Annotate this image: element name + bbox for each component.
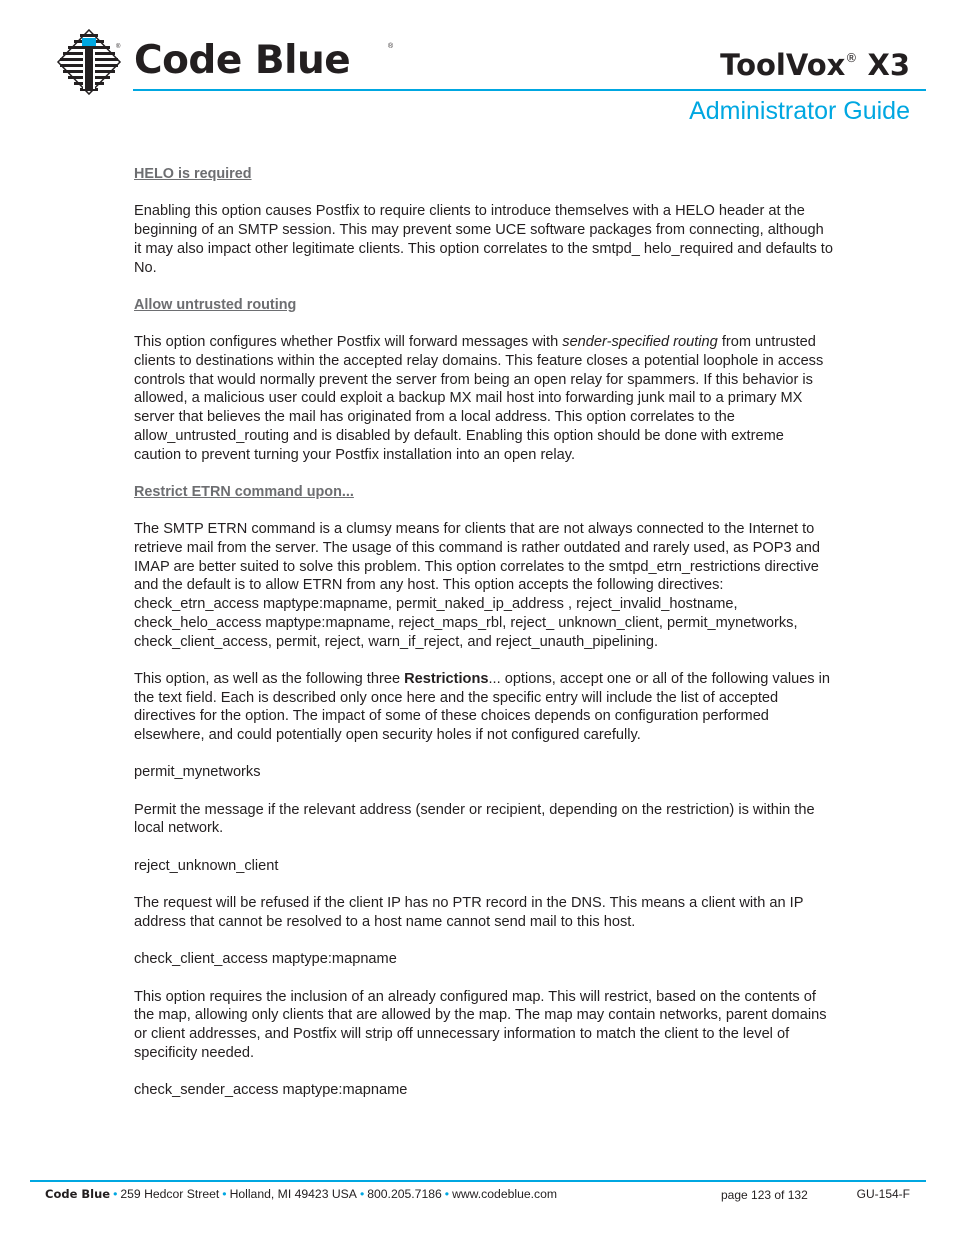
bold-text: Restrictions bbox=[404, 670, 489, 687]
product-name: ToolVox bbox=[720, 48, 846, 82]
footer-separator: • bbox=[444, 1187, 450, 1201]
footer-contact bbox=[45, 1187, 557, 1201]
registered-mark: ® bbox=[116, 44, 121, 50]
document-id: GU-154-F bbox=[856, 1187, 910, 1201]
directive-check-sender-access: check_sender_access maptype:mapname bbox=[134, 1082, 408, 1099]
emphasis-text: sender-specified routing bbox=[562, 334, 718, 351]
footer-address: 259 Hedcor Street bbox=[120, 1187, 220, 1201]
footer-website[interactable]: www.codeblue.com bbox=[452, 1187, 558, 1201]
paragraph-untrusted-routing bbox=[134, 333, 834, 464]
paragraph-helo: Enabling this option causes Postfix to require clients to introduce themselves with a HELO header at the beginning of an SMTP session. This may prevent some UCE software packages from connecting, although it may also impact other legitimate clients. This option correlates to the smtpd_ helo_required and defaults to No. bbox=[134, 203, 833, 276]
paragraph-restrictions bbox=[134, 670, 834, 745]
section-heading-etrn: Restrict ETRN command upon... bbox=[134, 483, 354, 500]
paragraph-check-client-access: This option requires the inclusion of an already configured map. This will restrict, based on the contents of the map, allowing only clients that are allowed by the map. The map may contain networks, parent domains or client addresses, and Postfix will strip off unnecessary information to match the client to the level of specificity needed. bbox=[134, 988, 827, 1061]
directive-reject-unknown-client: reject_unknown_client bbox=[134, 857, 279, 874]
paragraph-permit-mynetworks: Permit the message if the relevant address (sender or recipient, depending on the restriction) is within the local network. bbox=[134, 801, 815, 837]
product-title bbox=[720, 48, 910, 82]
directive-permit-mynetworks: permit_mynetworks bbox=[134, 764, 261, 781]
header-divider bbox=[133, 89, 926, 91]
footer-divider bbox=[30, 1180, 926, 1182]
brand-registered-mark: ® bbox=[388, 43, 394, 50]
paragraph-text: from untrusted clients to destinations within the accepted relay domains. This feature closes a potential loophole in access controls that would normally prevent the server from being an open relay for spammers. If this behavior is allowed, a malicious user could exploit a backup MX mail host into forwarding junk mail to a primary MX server that believes the mail has originated from a local address. This option correlates to the allow_untrusted_routing and is disabled by default. Enabling this option should be done with extreme caution to prevent turning your Postfix installation into an open relay. bbox=[134, 334, 824, 463]
product-registered-mark: ® bbox=[845, 51, 858, 65]
footer-separator: • bbox=[113, 1187, 118, 1201]
paragraph-text: This option, as well as the following three bbox=[134, 670, 405, 687]
footer-separator: • bbox=[359, 1187, 365, 1201]
directive-check-client-access: check_client_access maptype:mapname bbox=[134, 951, 397, 968]
page-body bbox=[134, 165, 834, 1119]
footer-city: Holland, MI 49423 USA bbox=[229, 1187, 357, 1201]
section-heading-helo: HELO is required bbox=[134, 166, 252, 182]
brand-name: Code Blue bbox=[134, 38, 351, 83]
paragraph-text: This option configures whether Postfix will forward messages with bbox=[134, 334, 563, 351]
code-blue-logo bbox=[56, 28, 396, 98]
paragraph-text: ... options, accept one or all of the following values in the text field. Each is described only once here and the specific entry will include the list of accepted directives for the option. The impact of some of these choices depends on configuration performed elsewhere, and could potentially open security holes if not configured carefully. bbox=[134, 670, 831, 743]
footer-phone: 800.205.7186 bbox=[367, 1187, 442, 1201]
page-number: page 123 of 132 bbox=[721, 1188, 808, 1202]
guide-title: Administrator Guide bbox=[689, 97, 910, 125]
section-heading-untrusted-routing: Allow untrusted routing bbox=[134, 296, 297, 313]
paragraph-reject-unknown-client: The request will be refused if the client IP has no PTR record in the DNS. This means a client with an IP address that cannot be resolved to a host name cannot send mail to this host. bbox=[134, 895, 804, 930]
code-blue-emblem-icon bbox=[56, 28, 122, 96]
paragraph-etrn: The SMTP ETRN command is a clumsy means for clients that are not always connected to the Internet to retrieve mail from the server. The usage of this command is rather outdated and rarely used, as POP3 and IMAP are better suited to solve this problem. This option correlates to the smtpd_etrn_restrictions directive and the default is to allow ETRN from any host. This option accepts the following directives: check_etrn_access maptype:mapname, permit_naked_ip_address , reject_invalid_hostname, check_helo_access maptype:mapname, reject_maps_rbl, reject_ unknown_client, permit_mynetworks, check_client_access, permit, reject, warn_if_reject, and reject_unauth_pipelining. bbox=[134, 521, 820, 650]
footer-separator: • bbox=[222, 1187, 227, 1201]
footer-brand: Code Blue bbox=[45, 1187, 111, 1201]
product-suffix: X3 bbox=[857, 48, 910, 82]
